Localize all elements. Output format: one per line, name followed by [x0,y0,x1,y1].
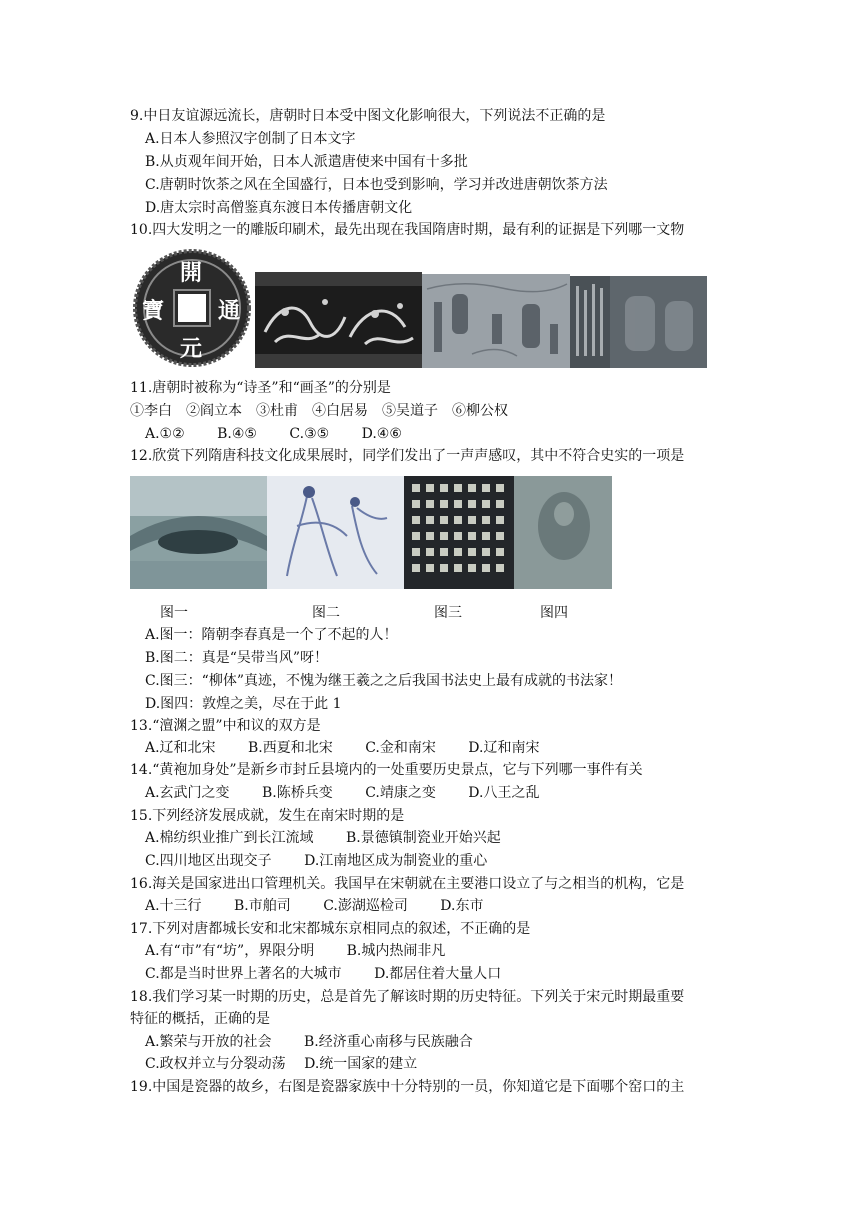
question-18-stem-line1: 18.我们学习某一时期的历史，总是首先了解该时期的历史特征。下列关于宋元时期最重要 [130,989,685,1005]
dunhuang-image [514,476,612,589]
question-12-stem: 12.欣赏下列隋唐科技文化成果展时，同学们发出了一声声感叹，其中不符合史实的一项是 [130,448,685,464]
question-9-option-b: B.从贞观年间开始，日本人派遣唐使来中国有十多批 [145,154,468,170]
coin-char-bottom: 元 [180,337,203,362]
figure-1-caption: 图一 [160,605,188,621]
question-17-options-ab: A.有“市”有“坊”，界限分明 B.城内热闹非凡 [145,943,446,959]
question-16-options: A.十三行 B.市舶司 C.澎湖巡检司 D.东市 [145,898,484,914]
sutra-print-image [570,276,707,368]
question-9-stem: 9.中日友谊源远流长，唐朝时日本受中图文化影响很大，下列说法不正确的是 [130,108,606,124]
scroll-print-image [422,274,570,368]
question-9-option-d: D.唐太宗时高僧鉴真东渡日本传播唐朝文化 [145,200,413,216]
coin-image [130,248,255,368]
question-14-stem: 14.“黄袍加身处”是新乡市封丘县境内的一处重要历史景点，它与下列哪一事件有关 [130,762,643,778]
question-17-options-cd: C.都是当时世界上著名的大城市 D.都居住着大量人口 [145,966,502,982]
printed-pattern-image [255,272,422,368]
question-13-options: A.辽和北宋 B.西夏和北宋 C.金和南宋 D.辽和南宋 [145,740,540,756]
figure-2-caption: 图二 [312,605,340,621]
question-12-option-d: D.图四：敦煌之美，尽在于此 1 [145,696,342,712]
question-13-stem: 13.“澶渊之盟”中和议的双方是 [130,718,321,734]
figure-3-caption: 图三 [434,605,462,621]
question-12-option-b: B.图二：真是“吴带当风”呀！ [145,650,329,666]
question-17-stem: 17.下列对唐都城长安和北宋都城东京相同点的叙述，不正确的是 [130,921,531,937]
question-9-option-a: A.日本人参照汉字创制了日本文字 [145,131,356,147]
question-18-options-cd: C.政权并立与分裂动荡 D.统一国家的建立 [145,1056,418,1072]
question-16-stem: 16.海关是国家进出口管理机关。我国早在宋朝就在主要港口设立了与之相当的机构，它是 [130,876,685,892]
question-15-options-cd: C.四川地区出现交子 D.江南地区成为制瓷业的重心 [145,853,488,869]
question-18-stem-line2: 特征的概括，正确的是 [130,1011,270,1027]
question-11-options: A.①② B.④⑤ C.③⑤ D.④⑥ [145,426,402,442]
question-18-options-ab: A.繁荣与开放的社会 B.经济重心南移与民族融合 [145,1034,473,1050]
painting-image [267,476,404,589]
question-14-options: A.玄武门之变 B.陈桥兵变 C.靖康之变 D.八王之乱 [145,785,540,801]
question-11-stem: 11.唐朝时被称为“诗圣”和“画圣”的分别是 [130,380,391,396]
coin-char-left: 寶 [142,299,165,324]
question-11-choices: ①李白 ②阎立本 ③杜甫 ④白居易 ⑤吴道子 ⑥柳公权 [130,403,508,419]
question-12-option-c: C.图三：“柳体”真迹，不愧为继王羲之之后我国书法史上最有成就的书法家！ [145,673,622,689]
question-9-option-c: C.唐朝时饮茶之风在全国盛行，日本也受到影响，学习并改进唐朝饮茶方法 [145,177,608,193]
question-15-options-ab: A.棉纺织业推广到长江流域 B.景德镇制瓷业开始兴起 [145,830,501,846]
figure-4-caption: 图四 [540,605,568,621]
calligraphy-image [404,476,514,589]
question-12-option-a: A.图一：隋朝李春真是一个了不起的人！ [145,627,398,643]
coin-char-right: 通 [218,299,241,324]
coin-char-top: 開 [180,261,203,286]
question-19-stem: 19.中国是瓷器的故乡，右图是瓷器家族中十分特别的一员，你知道它是下面哪个窑口的主 [130,1079,685,1095]
question-10-stem: 10.四大发明之一的雕版印刷术，最先出现在我国隋唐时期，最有利的证据是下列哪一文物 [130,222,685,238]
bridge-image [130,476,267,589]
question-15-stem: 15.下列经济发展成就，发生在南宋时期的是 [130,808,405,824]
